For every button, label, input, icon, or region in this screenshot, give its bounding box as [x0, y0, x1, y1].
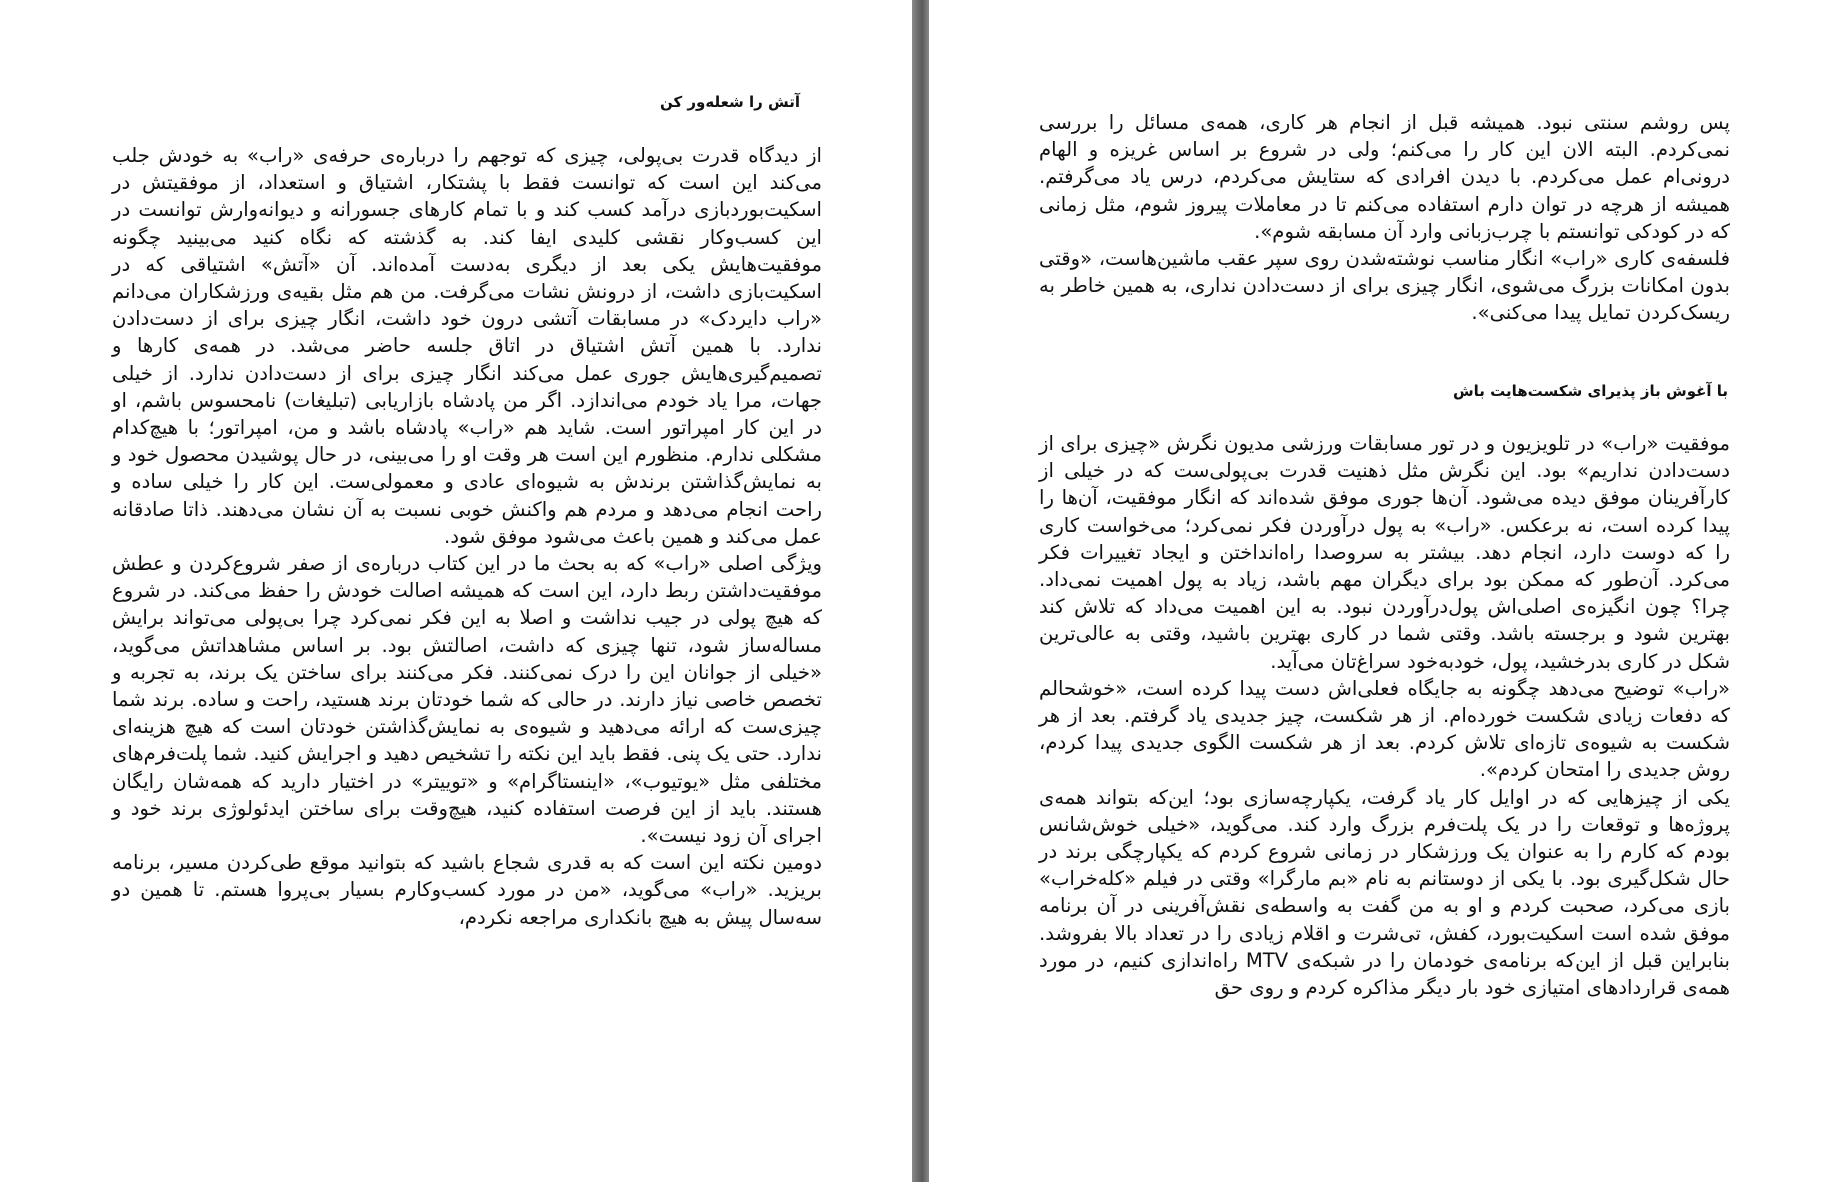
paragraph: فلسفه‌ی کاری «راب» انگار مناسب نوشته‌شدن روی سپر عقب ماشین‌هاست، «وقتی بدون امکانات بزرگ می‌شوی، انگار چیزی برای از دست‌دادن نداری، به همین خاطر به ریسک‌کردن تمایل پیدا می‌کنی».: [1039, 247, 1730, 325]
section-heading-fuel-fire: آتش را شعله‌ور کن: [659, 93, 800, 111]
paragraph: از دیدگاه قدرت بی‌پولی، چیزی که توجهم را درباره‌ی حرفه‌ی «راب» به خودش جلب می‌کند این است که توانست فقط با پشتکار، اشتیاق و استعداد، از موفقیتش در اسکیت‌بوردبازی درآمد کسب کند و با تمام کارهای جسورانه و دیوانه‌وارش توانست در این کسب‌وکار نقشی کلیدی ایفا کند. به گذشته که نگاه کنید می‌بینید چگونه موفقیت‌هایش یکی بعد از دیگری به‌دست آمده‌اند. آن «آتش» اشتیاقی که در اسکیت‌بازی داشت، از درونش نشات می‌گرفت. من هم مثل بقیه‌ی ورزشکاران می‌دانم «راب دایردک» در مسابقات آتشی درون خود داشت، انگار چیزی برای از دست‌دادن ندارد. با همین آتش اشتیاق در اتاق جلسه حاضر می‌شد. در همه‌ی کارها و تصمیم‌گیری‌هایش جوری عمل می‌کند انگار چیزی برای از دست‌دادن ندارد. از خیلی جهات، مرا یاد خودم می‌اندازد. اگر من پادشاه بازاریابی (تبلیغات) نامحسوس باشم، او در این کار امپراتور است. شاید هم «راب» پادشاه باشد و من، امپراتور؛ با هیچ‌کدام مشکلی ندارم. منظورم این است هر وقت او را می‌بینی، در حال پوشیدن محصول خود و به نمایش‌گذاشتن برندش به شیوه‌ای عادی و معمولی‌ست. این کار را خیلی ساده و راحت انجام می‌دهد و مردم هم واکنش خوبی نسبت به آن نشان می‌دهند. ذاتا صادقانه عمل می‌کند و همین باعث می‌شود موفق شود.: [112, 144, 822, 548]
right-column-body-top: [1039, 109, 1730, 327]
paragraph: «راب» توضیح می‌دهد چگونه به جایگاه فعلی‌اش دست پیدا کرده است، «خوشحالم که دفعات زیادی شکست خورده‌ام. از هر شکست، چیز جدیدی یاد گرفتم. بعد از هر شکست به شیوه‌ی تازه‌ای تلاش کردم. بعد از هر شکست الگوی جدیدی پیدا کردم، روش جدیدی را امتحان کردم».: [1039, 676, 1730, 782]
paragraph: یکی از چیزهایی که در اوایل کار یاد گرفت، یکپارچه‌سازی بود؛ این‌که بتواند همه‌ی پروژه‌ها و توقعات را در یک پلت‌فرم بزرگ وارد کند. می‌گوید، «خیلی خوش‌شانس بودم که کارم را به عنوان یک ورزشکار در زمانی شروع کردم که یکپارچگی برند در حال شکل‌گیری بود. با یکی از دوستانم به نام «بم مارگرا» وقتی در فیلم «کله‌خراب» بازی می‌کرد، صحبت کردم و او به من گفت به واسطه‌ی نقش‌آفرینی در آن برنامه موفق شده است اسکیت‌بورد، کفش، تی‌شرت و اقلام زیادی را در تعداد بالا بفروشد. بنابراین قبل از این‌که برنامه‌ی خودمان را در شبکه‌ی MTV راه‌اندازی کنیم، در مورد همه‌ی قراردادهای امتیازی خود بار دیگر مذاکره کردم و روی حق: [1039, 785, 1730, 1000]
paragraph: پس روشم سنتی نبود. همیشه قبل از انجام هر کاری، همه‌ی مسائل را بررسی نمی‌کردم. البته الان این کار را می‌کنم؛ ولی در شروع بر اساس غریزه و الهام درونی‌ام عمل می‌کردم. با دیدن افرادی که ستایش می‌کردم، درس یاد می‌گرفتم. همیشه از هرچه در توان دارم استفاده می‌کنم تا در معاملات پیروز شوم، مثل زمانی که در کودکی توانستم با چرب‌زبانی وارد آن مسابقه شوم».: [1039, 111, 1730, 243]
page-gutter: [912, 0, 929, 1182]
section-heading-embrace-failures: با آغوش باز پذیرای شکست‌هایت باش: [1452, 382, 1728, 400]
right-column-body-bottom: [1039, 430, 1730, 1001]
paragraph: ویژگی اصلی «راب» که به بحث ما در این کتاب درباره‌ی از صفر شروع‌کردن و عطش موفقیت‌داشتن ربط دارد، این است که همیشه اصالت خودش را حفظ می‌کند. در شروع که هیچ پولی در جیب نداشت و اصلا به این فکر نمی‌کرد چرا بی‌پولی می‌تواند برایش مساله‌ساز شود، تنها چیزی که داشت، اصالتش بود. بر اساس مشاهداتش می‌گوید، «خیلی از جوانان این را درک نمی‌کنند. فکر می‌کنند برای ساختن یک برند، به تجربه و تخصص خاصی نیاز دارند. در حالی که شما خودتان برند هستید، راحت و ساده. برند شما چیزی‌ست که ارائه می‌دهید و شیوه‌ی به نمایش‌گذاشتن خودتان است که هیچ هزینه‌ای ندارد. حتی یک پنی. فقط باید این نکته را تشخیص دهید و اجرایش کنید. شما پلت‌فرم‌های مختلفی مثل «یوتیوب»، «اینستاگرام» و «توییتر» در اختیار دارید که همه‌شان رایگان هستند. باید از این فرصت استفاده کنید، هیچ‌وقت برای ساختن ایدئولوژی برند خود و اجرای آن زود نیست».: [112, 552, 822, 848]
paragraph: موفقیت «راب» در تلویزیون و در تور مسابقات ورزشی مدیون نگرش «چیزی برای از دست‌دادن نداریم» بود. این نگرش مثل ذهنیت قدرت بی‌پولی‌ست که در خیلی از کارآفرینان موفق دیده می‌شود. آن‌ها جوری موفق شده‌اند که انگار موفقیت، آن‌ها را پیدا کرده است، نه برعکس. «راب» به پول درآوردن فکر نمی‌کرد؛ می‌خواست کاری را که دوست دارد، انجام دهد. بیشتر به سروصدا راه‌انداختن و ایجاد تغییرات فکر می‌کرد. آن‌طور که ممکن بود برای دیگران مهم باشد، زیاد به پول اهمیت نمی‌داد. چرا؟ چون انگیزه‌ی اصلی‌اش پول‌درآوردن نبود. به این اهمیت می‌داد که تلاش کند بهترین شود و برجسته باشد. وقتی شما در کاری بهترین باشید، وقتی به عالی‌ترین شکل در کاری بدرخشید، پول، خودبه‌خود سراغ‌تان می‌آید.: [1039, 432, 1730, 673]
paragraph: دومین نکته این است که به قدری شجاع باشید که بتوانید موقع طی‌کردن مسیر، برنامه بریزید. «راب» می‌گوید، «من در مورد کسب‌وکارم بسیار بی‌پروا هستم. تا همین دو سه‌سال پیش به هیچ بانکداری مراجعه نکردم،: [112, 851, 822, 929]
left-column-body: [112, 142, 822, 931]
